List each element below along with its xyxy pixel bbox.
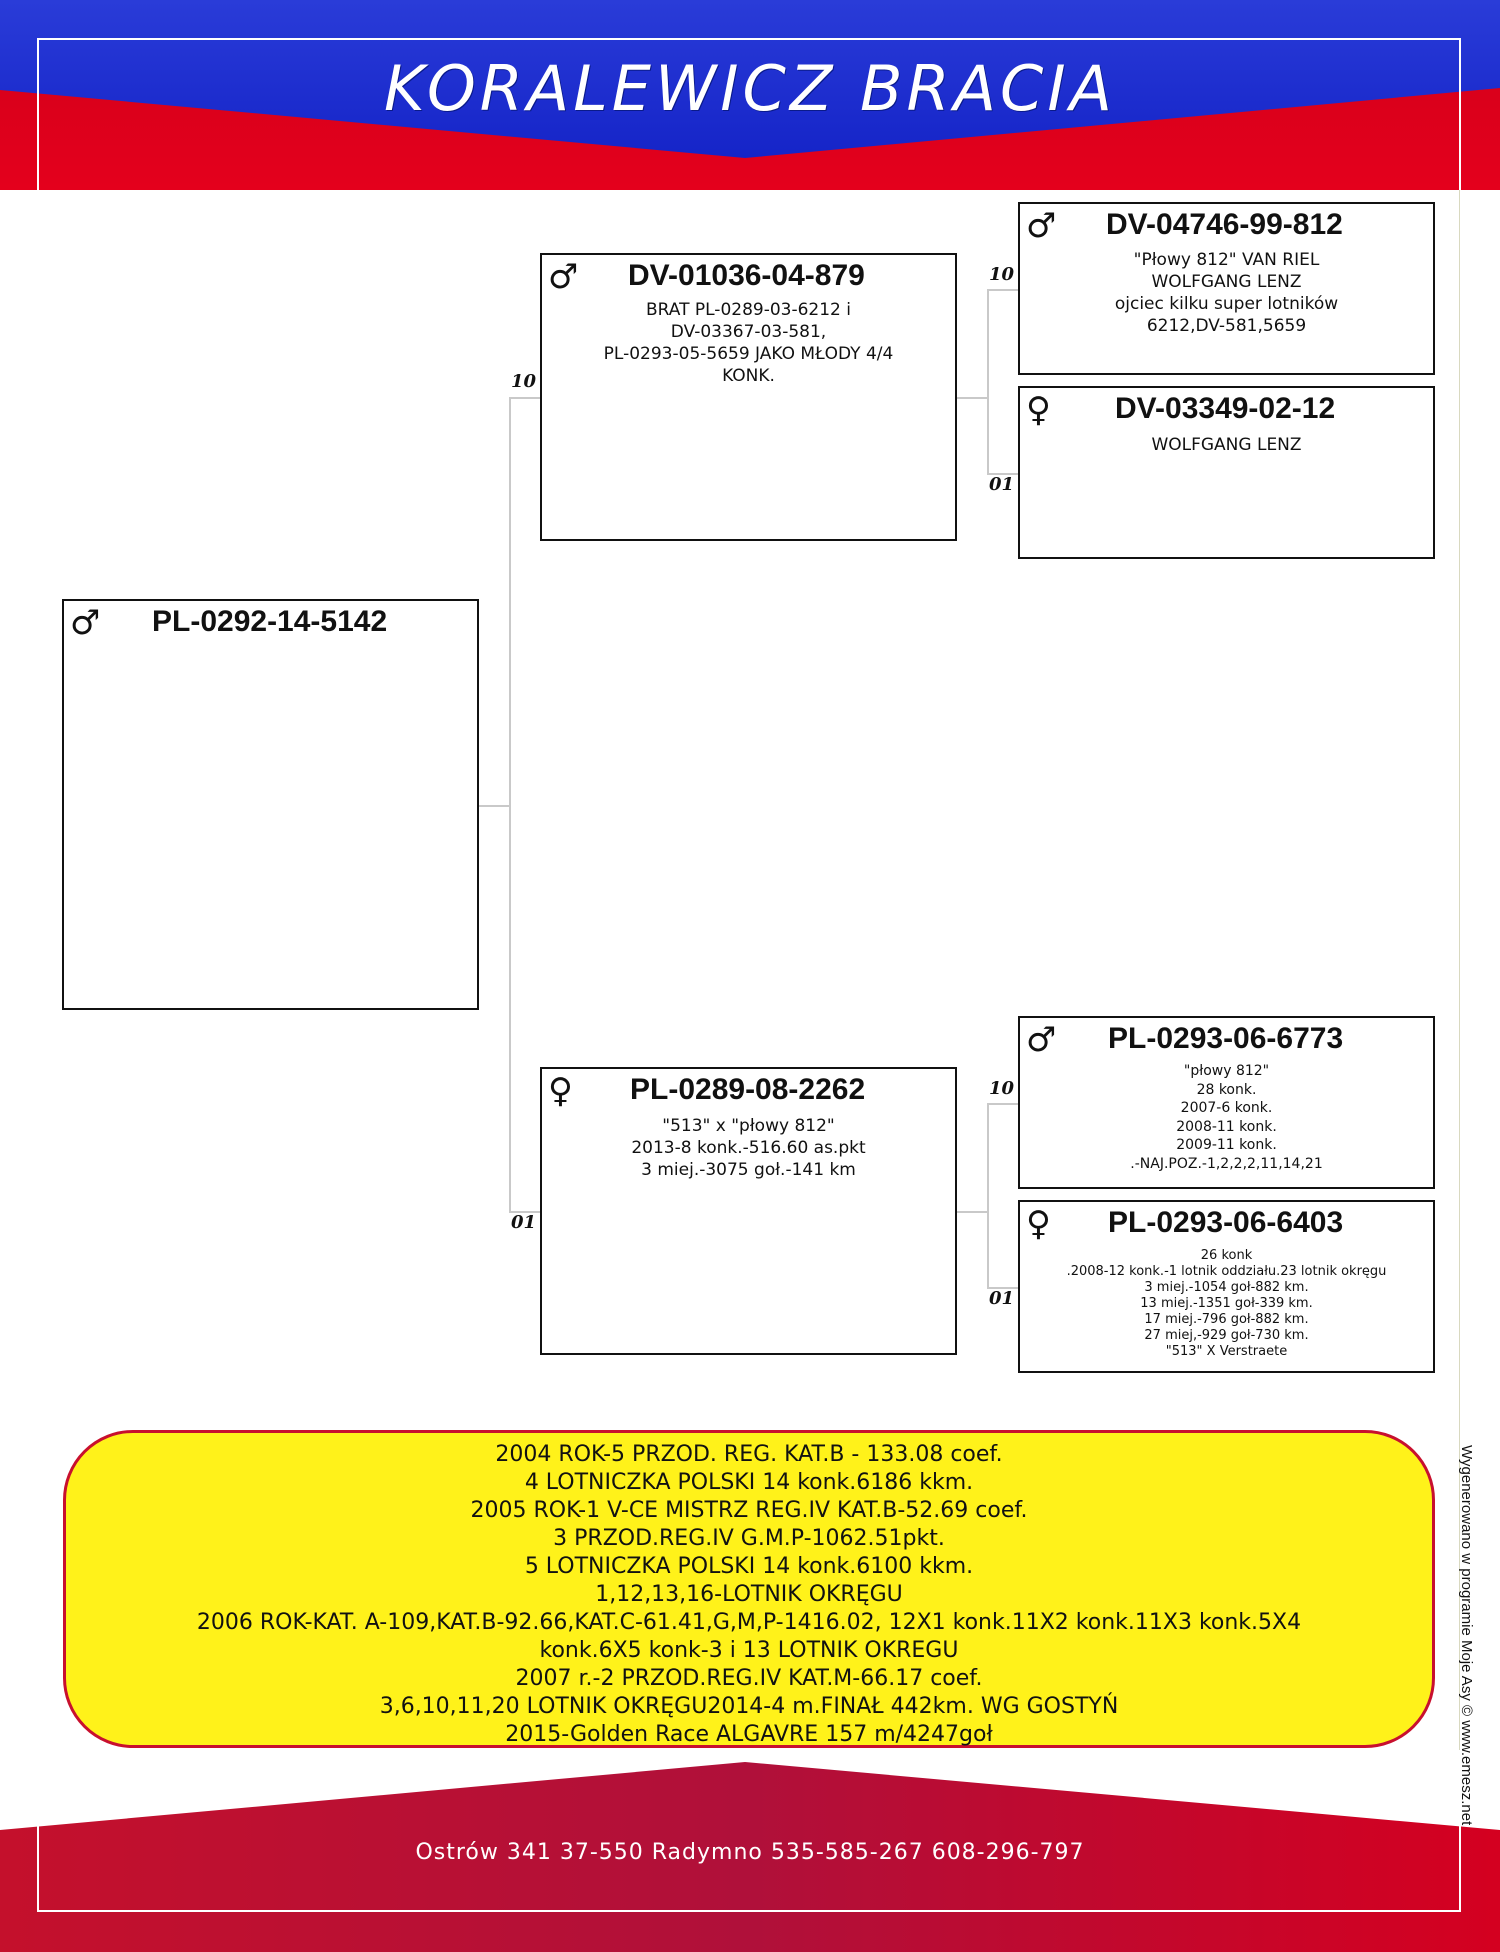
pigeon-card-sire[interactable] (540, 253, 957, 541)
description: WOLFGANG LENZ (1151, 435, 1302, 455)
achievement-line: 5 LOTNICZKA POLSKI 14 konk.6100 kkm. (524, 1554, 974, 1579)
achievement-line: 2015-Golden Race ALGAVRE 157 m/4247goł (505, 1722, 993, 1747)
connector (987, 289, 989, 474)
achievements-panel (63, 1430, 1435, 1748)
pigeon-card-sire-sire[interactable] (1018, 202, 1435, 375)
male-icon: ♂ (548, 257, 579, 297)
footer-address: Ostrów 341 37-550 Radymno 535-585-267 608-296-797 (415, 1840, 1085, 1865)
achievement-line: 2005 ROK-1 V-CE MISTRZ REG.IV KAT.B-52.69 coef. (470, 1498, 1028, 1523)
connector (987, 1103, 1019, 1105)
female-icon: ♀ (1026, 390, 1051, 430)
connector (987, 1103, 989, 1288)
pigeon-card-sire-dam[interactable] (1018, 386, 1435, 559)
score-dam-sire: 10 (989, 1078, 1015, 1099)
ring-number: PL-0293-06-6773 (1108, 1022, 1344, 1055)
description: BRAT PL-0289-03-6212 i DV-03367-03-581, PL-0293-05-5659 JAKO MŁODY 4/4 KONK. (603, 300, 894, 386)
pigeon-card-dam[interactable] (540, 1067, 957, 1355)
male-icon: ♂ (1026, 206, 1057, 246)
achievement-line: 2007 r.-2 PRZOD.REG.IV KAT.M-66.17 coef. (515, 1666, 983, 1691)
connector (956, 1211, 988, 1213)
achievement-line: 4 LOTNICZKA POLSKI 14 konk.6186 kkm. (524, 1470, 974, 1495)
female-icon: ♀ (1026, 1204, 1051, 1244)
generator-note: Wygenerowano w programie Moje Asy © www.emesz.net (1458, 1445, 1475, 1826)
description: 26 konk .2008-12 konk.-1 lotnik oddziału.23 lotnik okręgu 3 miej.-1054 goł-882 km. 13 miej.-1351 goł-339 km. 17 miej.-796 goł-882 km. 27 miej,-929 goł-730 km. "513" X Verstraete (1066, 1248, 1387, 1359)
connector (478, 805, 510, 807)
achievement-line: 1,12,13,16-LOTNIK OKRĘGU (595, 1582, 903, 1607)
connector (509, 397, 541, 399)
ring-number: DV-03349-02-12 (1115, 392, 1336, 425)
ring-number: DV-01036-04-879 (628, 259, 865, 292)
ring-number: PL-0292-14-5142 (152, 605, 388, 638)
ring-number: PL-0293-06-6403 (1108, 1206, 1344, 1239)
description: "płowy 812" 28 konk. 2007-6 konk. 2008-11 konk. 2009-11 konk. .-NAJ.POZ.-1,2,2,2,11,14,21 (1130, 1063, 1323, 1172)
pigeon-card-dam-dam[interactable] (1018, 1200, 1435, 1373)
achievement-line: 2004 ROK-5 PRZOD. REG. KAT.B - 133.08 coef. (495, 1442, 1003, 1467)
score-dam: 01 (511, 1212, 537, 1233)
ring-number: PL-0289-08-2262 (630, 1073, 866, 1106)
score-dam-dam: 01 (989, 1288, 1015, 1309)
female-icon: ♀ (548, 1071, 573, 1111)
pigeon-card-subject[interactable] (62, 599, 479, 1010)
pigeon-card-dam-sire[interactable] (1018, 1016, 1435, 1189)
score-sire: 10 (511, 371, 537, 392)
male-icon: ♂ (1026, 1020, 1057, 1060)
description: "Płowy 812" VAN RIEL WOLFGANG LENZ ojciec kilku super lotników 6212,DV-581,5659 (1114, 250, 1339, 336)
achievement-line: 3,6,10,11,20 LOTNIK OKRĘGU2014-4 m.FINAŁ 442km. WG GOSTYŃ (379, 1694, 1119, 1719)
connector (509, 397, 511, 1212)
achievement-line: 3 PRZOD.REG.IV G.M.P-1062.51pkt. (553, 1526, 945, 1551)
male-icon: ♂ (70, 603, 101, 643)
achievement-line: 2006 ROK-KAT. A-109,KAT.B-92.66,KAT.C-61.41,G,M,P-1416.02, 12X1 konk.11X2 konk.11X3 konk.5X4 (196, 1610, 1302, 1635)
score-sire-sire: 10 (989, 264, 1015, 285)
score-sire-dam: 01 (989, 474, 1015, 495)
ring-number: DV-04746-99-812 (1106, 208, 1343, 241)
description: "513" x "płowy 812" 2013-8 konk.-516.60 as.pkt 3 miej.-3075 goł.-141 km (631, 1116, 866, 1180)
achievement-line: konk.6X5 konk-3 i 13 LOTNIK OKREGU (539, 1638, 959, 1663)
connector (987, 289, 1019, 291)
page-title: KORALEWICZ BRACIA (383, 52, 1117, 125)
connector (956, 397, 988, 399)
